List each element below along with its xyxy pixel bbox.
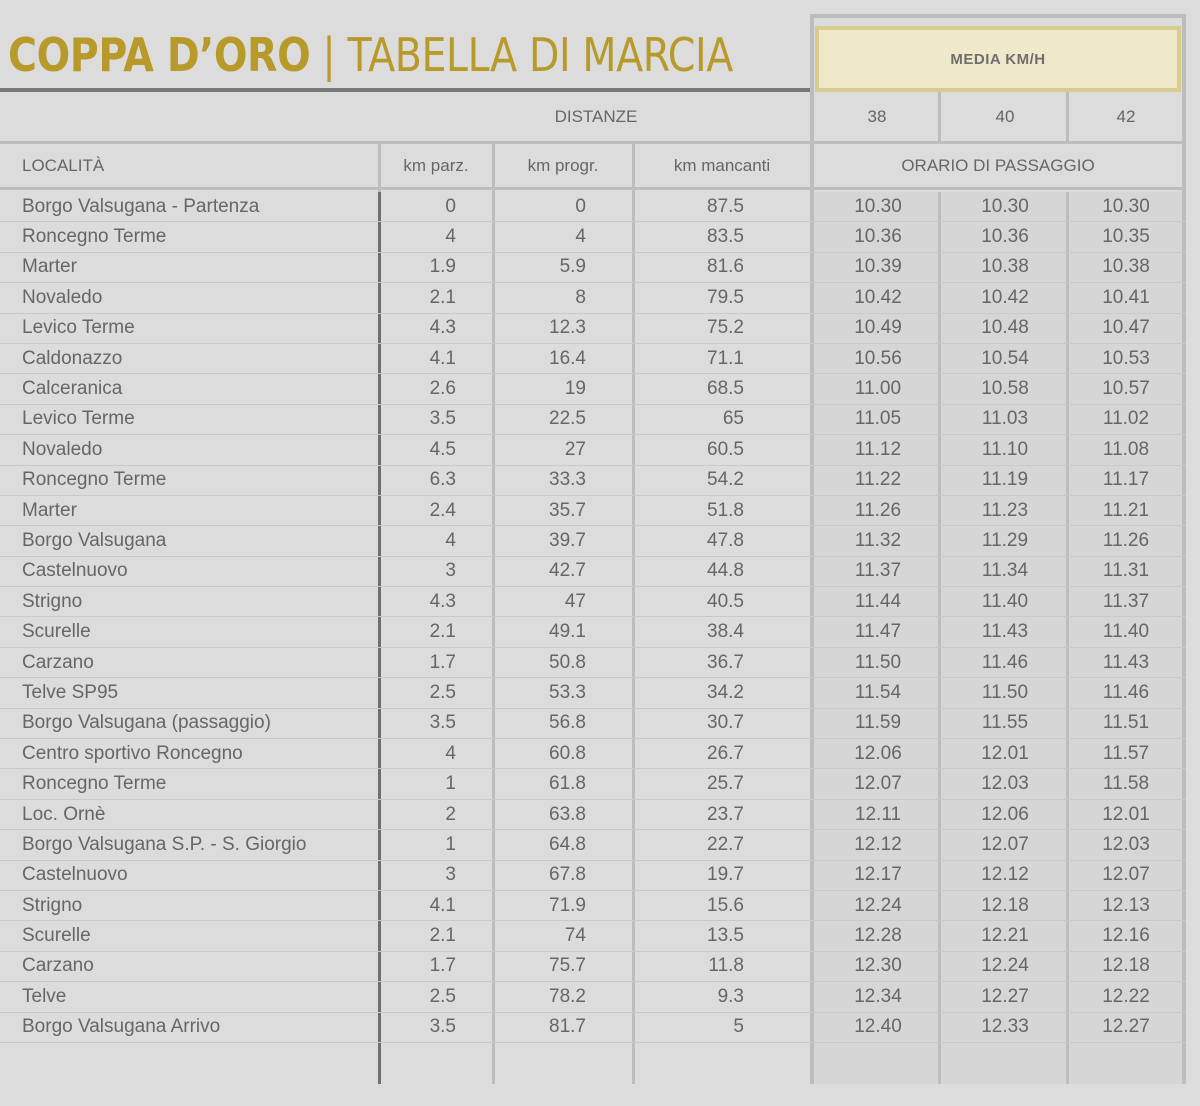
cell-time-38: 10.30: [854, 195, 902, 217]
table-row: [0, 314, 1186, 344]
cell-time-38: 12.06: [854, 742, 902, 764]
cell-localita: Roncegno Terme: [22, 226, 167, 248]
cell-km-mancanti: 87.5: [707, 195, 744, 217]
cell-km-mancanti: 38.4: [707, 621, 744, 643]
table-row: [0, 466, 1186, 496]
cell-localita: Carzano: [22, 955, 94, 977]
cell-km-mancanti: 81.6: [707, 256, 744, 278]
cell-km-mancanti: 68.5: [707, 378, 744, 400]
cell-time-40: 11.29: [981, 529, 1029, 551]
cell-km-parz: 2: [445, 803, 456, 825]
cell-km-parz: 3.5: [429, 712, 456, 734]
cell-time-40: 12.27: [981, 985, 1029, 1007]
cell-km-parz: 4.1: [429, 894, 456, 916]
cell-time-42: 10.30: [1102, 195, 1150, 217]
cell-time-40: 11.55: [981, 712, 1029, 734]
cell-time-40: 11.10: [981, 438, 1029, 460]
cell-km-progr: 49.1: [549, 621, 586, 643]
cell-time-42: 12.13: [1102, 894, 1150, 916]
cell-time-42: 12.16: [1102, 925, 1150, 947]
table-row: [0, 709, 1186, 739]
cell-km-parz: 2.5: [429, 985, 456, 1007]
table-row: [0, 952, 1186, 982]
cell-localita: Borgo Valsugana Arrivo: [22, 1016, 221, 1038]
cell-localita: Castelnuovo: [22, 864, 128, 886]
cell-km-parz: 4: [445, 226, 456, 248]
cell-time-40: 11.43: [981, 621, 1029, 643]
cell-km-mancanti: 19.7: [707, 864, 744, 886]
cell-time-42: 10.53: [1102, 347, 1150, 369]
cell-km-parz: 1.9: [429, 256, 456, 278]
cell-localita: Levico Terme: [22, 317, 135, 339]
cell-km-parz: 4.3: [429, 317, 456, 339]
table-row: [0, 678, 1186, 708]
cell-km-mancanti: 71.1: [707, 347, 744, 369]
cell-localita: Marter: [22, 499, 77, 521]
cell-km-mancanti: 26.7: [707, 742, 744, 764]
cell-km-parz: 4.1: [429, 347, 456, 369]
header-row-columns: [0, 144, 1186, 190]
cell-km-mancanti: 83.5: [707, 226, 744, 248]
cell-time-40: 11.50: [981, 681, 1029, 703]
cell-time-40: 10.36: [981, 226, 1029, 248]
cell-time-42: 10.47: [1102, 317, 1150, 339]
cell-time-38: 12.28: [854, 925, 902, 947]
cell-km-progr: 50.8: [549, 651, 586, 673]
table-row: [0, 769, 1186, 799]
cell-localita: Roncegno Terme: [22, 773, 167, 795]
cell-time-42: 12.22: [1102, 985, 1150, 1007]
title-brand: COPPA D’ORO: [8, 28, 311, 82]
cell-km-progr: 64.8: [549, 833, 586, 855]
cell-km-mancanti: 51.8: [707, 499, 744, 521]
cell-time-38: 11.12: [854, 438, 902, 460]
cell-km-mancanti: 79.5: [707, 286, 744, 308]
cell-time-38: 10.36: [854, 226, 902, 248]
cell-time-38: 11.59: [854, 712, 902, 734]
cell-localita: Telve SP95: [22, 681, 119, 703]
cell-km-progr: 22.5: [549, 408, 586, 430]
cell-km-progr: 71.9: [549, 894, 586, 916]
cell-time-42: 11.02: [1102, 408, 1150, 430]
header-speed-40: 40: [995, 106, 1015, 126]
cell-km-mancanti: 54.2: [707, 469, 744, 491]
cell-km-mancanti: 34.2: [707, 681, 744, 703]
cell-time-40: 12.33: [981, 1016, 1029, 1038]
header-orario: ORARIO DI PASSAGGIO: [901, 155, 1095, 175]
cell-km-progr: 4: [575, 226, 586, 248]
cell-time-42: 11.40: [1102, 621, 1150, 643]
cell-km-progr: 39.7: [549, 529, 586, 551]
cell-time-42: 12.27: [1102, 1016, 1150, 1038]
cell-km-parz: 1: [445, 773, 456, 795]
cell-time-38: 12.40: [854, 1016, 902, 1038]
table-row: [0, 374, 1186, 404]
cell-time-38: 11.05: [854, 408, 902, 430]
cell-time-40: 12.01: [981, 742, 1029, 764]
cell-time-38: 11.54: [854, 681, 902, 703]
table-row: [0, 222, 1186, 252]
divider-localita-header: [378, 144, 381, 192]
cell-time-42: 11.43: [1102, 651, 1150, 673]
cell-km-parz: 4.3: [429, 590, 456, 612]
cell-time-38: 11.47: [854, 621, 902, 643]
cell-time-42: 12.18: [1102, 955, 1150, 977]
cell-km-progr: 67.8: [549, 864, 586, 886]
cell-time-40: 10.30: [981, 195, 1029, 217]
cell-time-38: 11.50: [854, 651, 902, 673]
cell-time-42: 10.35: [1102, 226, 1150, 248]
header-km-progr: km progr.: [527, 155, 599, 175]
table-row: [0, 861, 1186, 891]
cell-time-42: 10.38: [1102, 256, 1150, 278]
cell-time-40: 10.54: [981, 347, 1029, 369]
cell-localita: Borgo Valsugana (passaggio): [22, 712, 271, 734]
cell-km-progr: 16.4: [549, 347, 586, 369]
cell-km-parz: 6.3: [429, 469, 456, 491]
table-row: [0, 587, 1186, 617]
cell-km-parz: 2.1: [429, 621, 456, 643]
cell-time-40: 12.24: [981, 955, 1029, 977]
cell-time-42: 11.31: [1102, 560, 1150, 582]
cell-km-progr: 56.8: [549, 712, 586, 734]
cell-time-38: 12.34: [854, 985, 902, 1007]
cell-time-38: 12.17: [854, 864, 902, 886]
cell-localita: Borgo Valsugana - Partenza: [22, 195, 260, 217]
cell-km-progr: 35.7: [549, 499, 586, 521]
cell-km-mancanti: 22.7: [707, 833, 744, 855]
cell-time-40: 12.18: [981, 894, 1029, 916]
cell-localita: Scurelle: [22, 621, 91, 643]
cell-km-parz: 2.6: [429, 378, 456, 400]
cell-km-parz: 1: [445, 833, 456, 855]
cell-km-parz: 3.5: [429, 1016, 456, 1038]
cell-time-40: 10.58: [981, 378, 1029, 400]
table-row: [0, 496, 1186, 526]
cell-time-40: 11.34: [981, 560, 1029, 582]
table-row: [0, 192, 1186, 222]
cell-km-mancanti: 47.8: [707, 529, 744, 551]
cell-km-parz: 3: [445, 864, 456, 886]
cell-km-progr: 27: [564, 438, 586, 460]
cell-km-progr: 53.3: [549, 681, 586, 703]
cell-time-40: 11.46: [981, 651, 1029, 673]
cell-km-progr: 33.3: [549, 469, 586, 491]
header-localita: LOCALITÀ: [22, 155, 105, 175]
table-row: [0, 617, 1186, 647]
cell-time-38: 12.12: [854, 833, 902, 855]
cell-time-38: 10.56: [854, 347, 902, 369]
cell-km-parz: 3.5: [429, 408, 456, 430]
cell-time-42: 11.17: [1102, 469, 1150, 491]
cell-time-38: 12.30: [854, 955, 902, 977]
table-row: [0, 405, 1186, 435]
cell-km-progr: 75.7: [549, 955, 586, 977]
cell-time-42: 11.51: [1102, 712, 1150, 734]
cell-localita: Calceranica: [22, 378, 123, 400]
divider-speed-38: [938, 92, 941, 144]
cell-km-progr: 47: [564, 590, 586, 612]
cell-time-40: 11.19: [981, 469, 1029, 491]
cell-localita: Levico Terme: [22, 408, 135, 430]
cell-km-progr: 8: [575, 286, 586, 308]
cell-time-38: 12.07: [854, 773, 902, 795]
cell-km-progr: 60.8: [549, 742, 586, 764]
cell-km-mancanti: 25.7: [707, 773, 744, 795]
table-row: [0, 435, 1186, 465]
cell-km-parz: 2.5: [429, 681, 456, 703]
header-distanze: DISTANZE: [554, 106, 638, 126]
cell-time-38: 10.39: [854, 256, 902, 278]
cell-km-progr: 63.8: [549, 803, 586, 825]
cell-km-progr: 81.7: [549, 1016, 586, 1038]
cell-km-mancanti: 15.6: [707, 894, 744, 916]
cell-time-42: 12.01: [1102, 803, 1150, 825]
cell-km-progr: 61.8: [549, 773, 586, 795]
cell-time-40: 11.40: [981, 590, 1029, 612]
cell-km-parz: 4: [445, 742, 456, 764]
table-row: [0, 921, 1186, 951]
cell-km-parz: 4.5: [429, 438, 456, 460]
cell-time-40: 10.42: [981, 286, 1029, 308]
cell-km-progr: 12.3: [549, 317, 586, 339]
schedule-table-body: [0, 192, 1186, 1043]
cell-km-progr: 19: [564, 378, 586, 400]
cell-km-mancanti: 9.3: [717, 985, 744, 1007]
cell-localita: Roncegno Terme: [22, 469, 167, 491]
cell-localita: Novaledo: [22, 438, 103, 460]
cell-time-40: 12.03: [981, 773, 1029, 795]
cell-time-42: 11.57: [1102, 742, 1150, 764]
cell-time-42: 11.46: [1102, 681, 1150, 703]
cell-localita: Caldonazzo: [22, 347, 123, 369]
cell-localita: Novaledo: [22, 286, 103, 308]
cell-km-progr: 42.7: [549, 560, 586, 582]
table-row: [0, 648, 1186, 678]
cell-time-42: 12.07: [1102, 864, 1150, 886]
cell-time-38: 10.49: [854, 317, 902, 339]
cell-time-42: 11.21: [1102, 499, 1150, 521]
cell-km-parz: 3: [445, 560, 456, 582]
cell-km-mancanti: 30.7: [707, 712, 744, 734]
cell-localita: Castelnuovo: [22, 560, 128, 582]
cell-km-parz: 2.1: [429, 925, 456, 947]
table-row: [0, 557, 1186, 587]
cell-km-parz: 0: [445, 195, 456, 217]
cell-km-mancanti: 13.5: [707, 925, 744, 947]
cell-time-38: 12.11: [854, 803, 902, 825]
cell-localita: Marter: [22, 256, 77, 278]
cell-km-parz: 1.7: [429, 955, 456, 977]
cell-km-mancanti: 5: [733, 1016, 744, 1038]
table-row: [0, 739, 1186, 769]
table-row: [0, 800, 1186, 830]
cell-time-42: 10.57: [1102, 378, 1150, 400]
cell-km-mancanti: 40.5: [707, 590, 744, 612]
table-row: [0, 1013, 1186, 1043]
header-speed-38: 38: [867, 106, 887, 126]
cell-time-38: 11.22: [854, 469, 902, 491]
cell-km-parz: 2.1: [429, 286, 456, 308]
cell-time-40: 10.38: [981, 256, 1029, 278]
header-row-distances: [0, 92, 1186, 144]
cell-time-42: 12.03: [1102, 833, 1150, 855]
cell-time-38: 11.37: [854, 560, 902, 582]
table-row: [0, 526, 1186, 556]
page-title: [8, 28, 733, 82]
title-separator: |: [310, 28, 348, 82]
cell-time-38: 11.00: [854, 378, 902, 400]
cell-localita: Borgo Valsugana S.P. - S. Giorgio: [22, 833, 307, 855]
cell-time-42: 11.26: [1102, 529, 1150, 551]
divider-speed-40: [1066, 92, 1069, 144]
cell-time-40: 10.48: [981, 317, 1029, 339]
cell-km-parz: 4: [445, 529, 456, 551]
cell-time-40: 12.07: [981, 833, 1029, 855]
cell-km-mancanti: 65: [722, 408, 744, 430]
cell-time-40: 12.06: [981, 803, 1029, 825]
cell-km-progr: 74: [564, 925, 586, 947]
table-row: [0, 891, 1186, 921]
cell-time-38: 12.24: [854, 894, 902, 916]
table-row: [0, 253, 1186, 283]
cell-time-38: 10.42: [854, 286, 902, 308]
cell-km-mancanti: 75.2: [707, 317, 744, 339]
cell-time-42: 10.41: [1102, 286, 1150, 308]
cell-localita: Strigno: [22, 894, 83, 916]
media-kmh-header: MEDIA KM/H: [815, 26, 1181, 92]
cell-time-38: 11.32: [854, 529, 902, 551]
cell-km-mancanti: 23.7: [707, 803, 744, 825]
title-subtitle: TABELLA DI MARCIA: [347, 28, 733, 82]
cell-km-progr: 0: [575, 195, 586, 217]
header-speed-42: 42: [1116, 106, 1136, 126]
cell-localita: Scurelle: [22, 925, 91, 947]
cell-time-42: 11.08: [1102, 438, 1150, 460]
cell-localita: Centro sportivo Roncegno: [22, 742, 243, 764]
cell-km-mancanti: 36.7: [707, 651, 744, 673]
cell-km-parz: 1.7: [429, 651, 456, 673]
cell-km-progr: 5.9: [559, 256, 586, 278]
cell-localita: Telve: [22, 985, 67, 1007]
cell-time-40: 12.12: [981, 864, 1029, 886]
cell-km-progr: 78.2: [549, 985, 586, 1007]
table-row: [0, 283, 1186, 313]
table-row: [0, 982, 1186, 1012]
cell-time-42: 11.58: [1102, 773, 1150, 795]
table-row: [0, 344, 1186, 374]
cell-time-40: 12.21: [981, 925, 1029, 947]
cell-time-42: 11.37: [1102, 590, 1150, 612]
cell-localita: Loc. Ornè: [22, 803, 106, 825]
cell-km-mancanti: 60.5: [707, 438, 744, 460]
cell-localita: Strigno: [22, 590, 83, 612]
cell-localita: Carzano: [22, 651, 94, 673]
cell-time-38: 11.44: [854, 590, 902, 612]
cell-km-mancanti: 11.8: [708, 955, 744, 977]
table-row: [0, 830, 1186, 860]
cell-time-38: 11.26: [854, 499, 902, 521]
cell-km-mancanti: 44.8: [707, 560, 744, 582]
cell-km-parz: 2.4: [429, 499, 456, 521]
cell-localita: Borgo Valsugana: [22, 529, 167, 551]
cell-time-40: 11.23: [981, 499, 1029, 521]
header-km-parz: km parz.: [403, 155, 469, 175]
cell-time-40: 11.03: [981, 408, 1029, 430]
header-km-mancanti: km mancanti: [673, 155, 771, 175]
